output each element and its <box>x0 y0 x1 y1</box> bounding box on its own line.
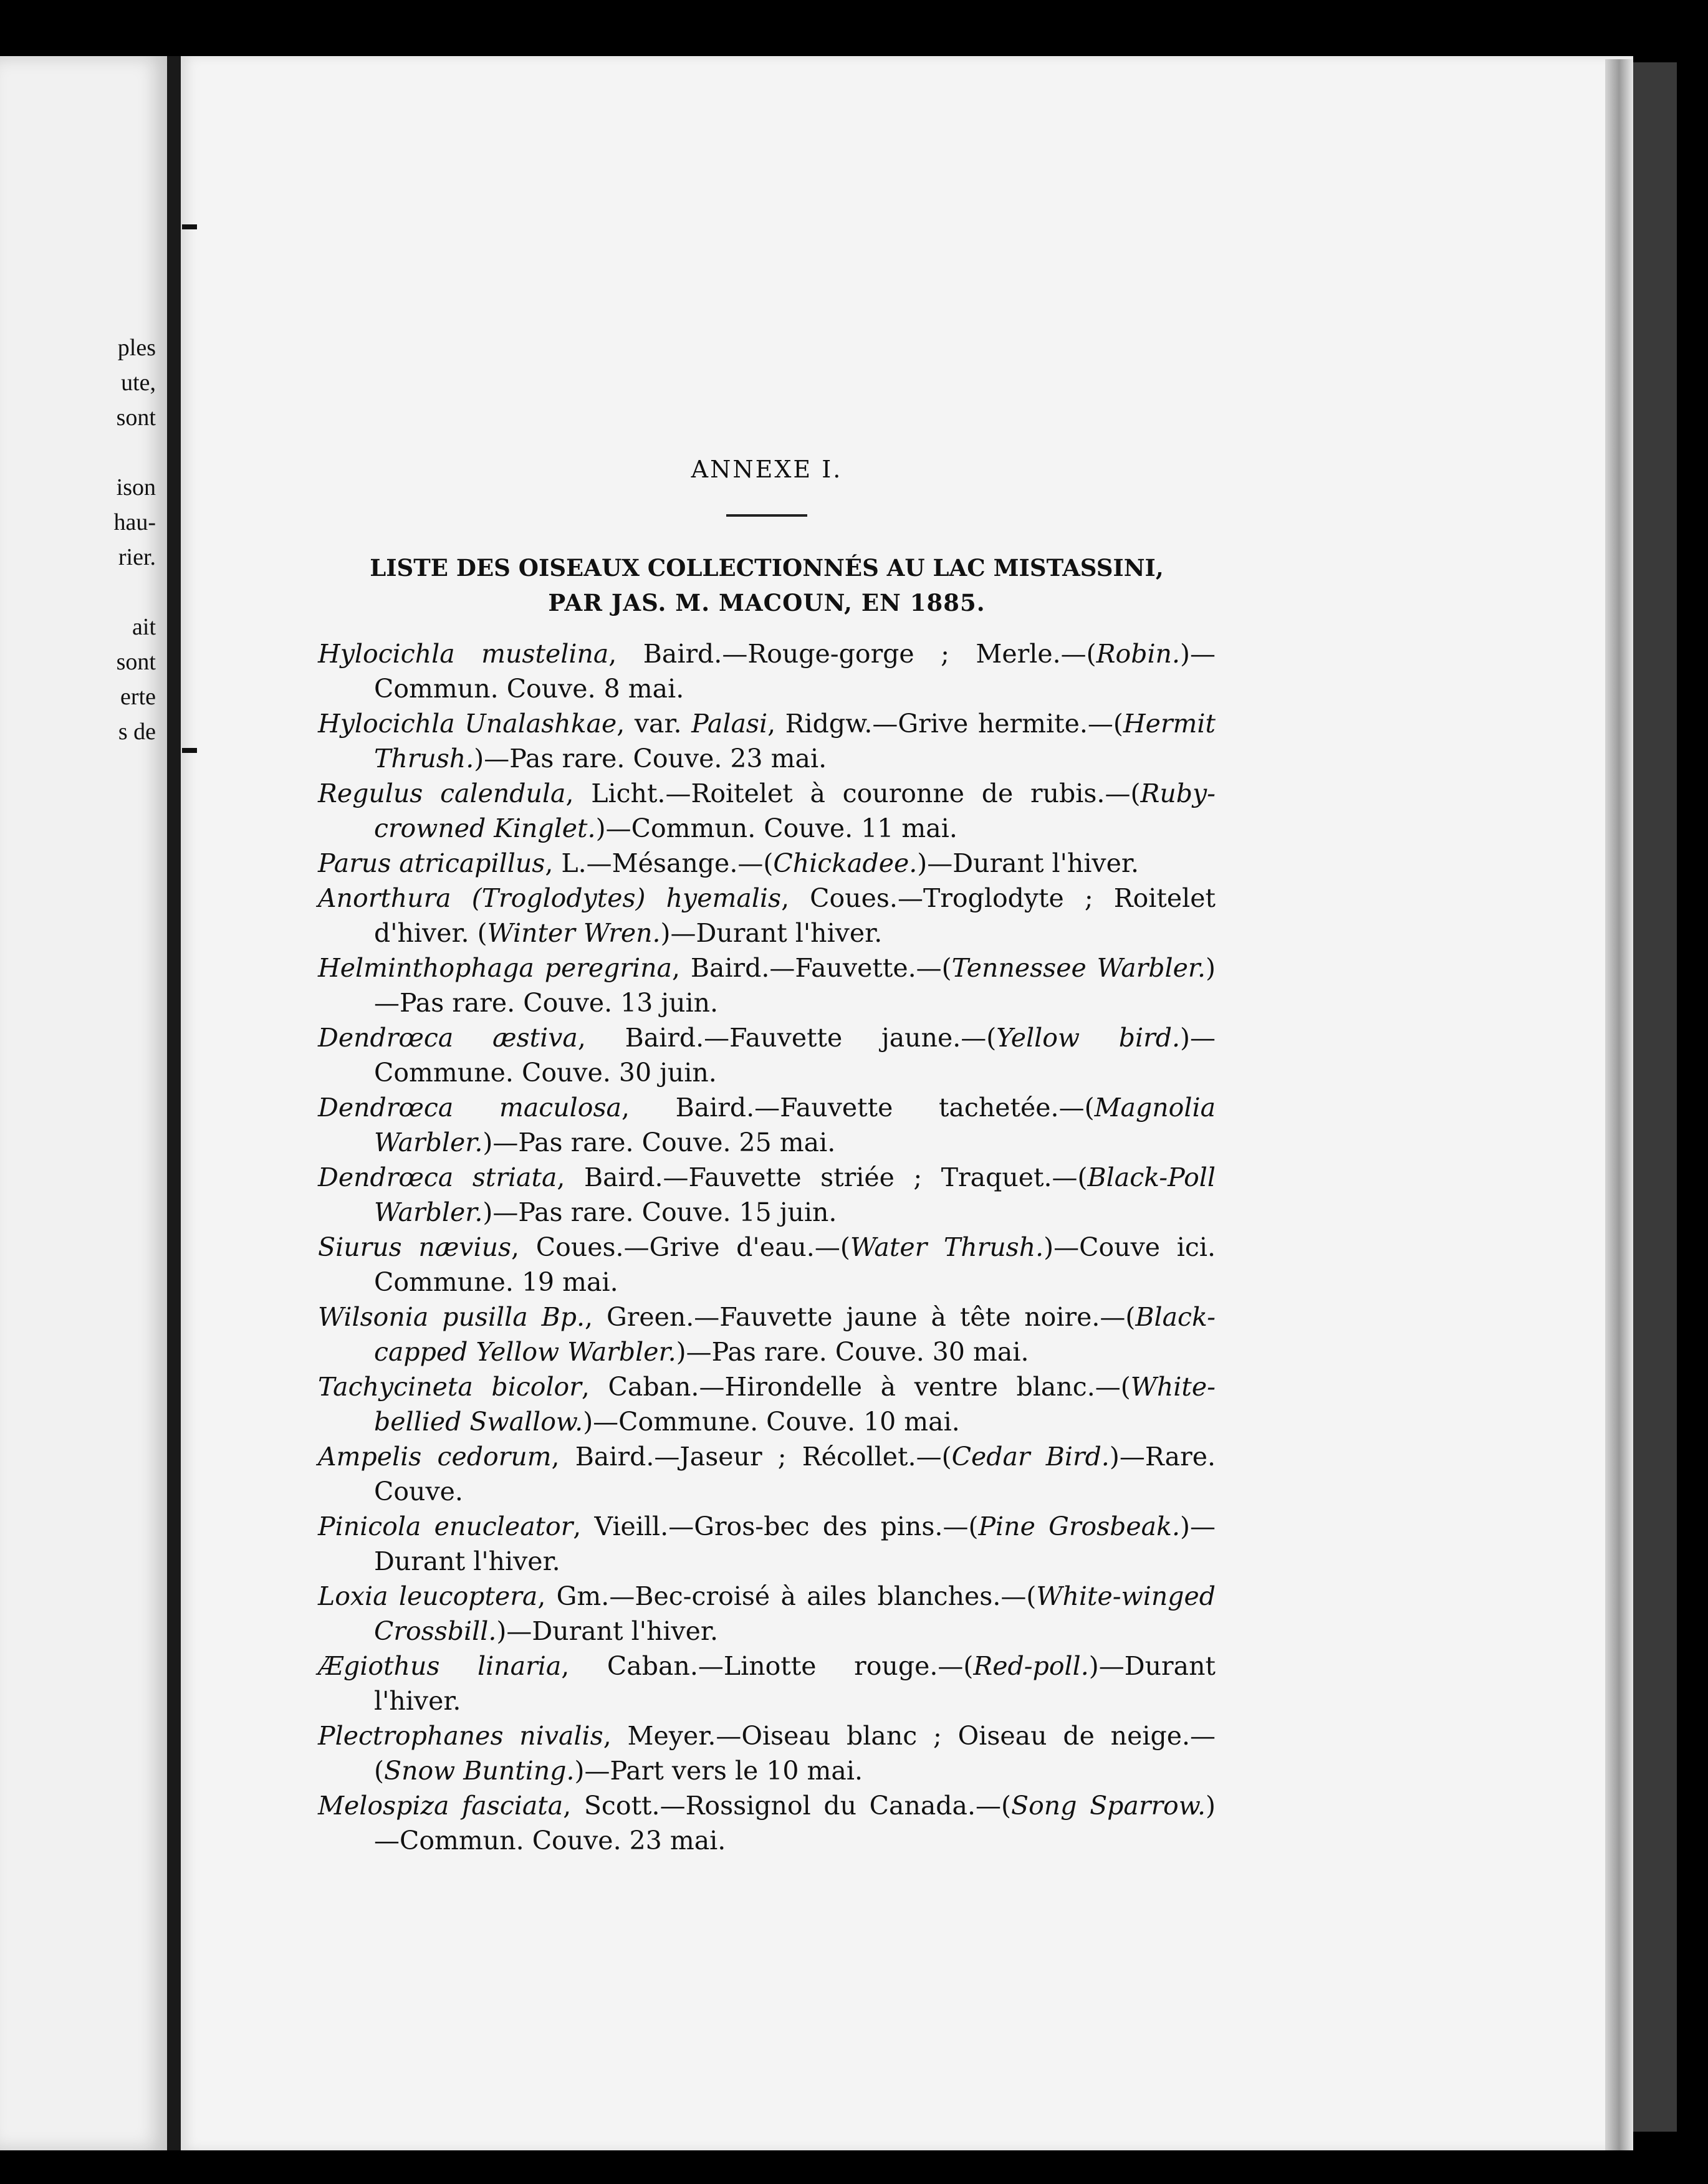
left-page <box>0 56 167 2150</box>
title-rule <box>726 514 807 517</box>
status-notes: )—Pas rare. Couve. 23 mai. <box>474 744 827 774</box>
list-title-line-1: LISTE DES OISEAUX COLLECTIONNÉS AU LAC MISTASSINI, <box>370 554 1164 582</box>
bird-entry <box>318 1649 1216 1718</box>
authority-and-french-name: , Baird.—Fauvette.—( <box>671 953 952 983</box>
annex-content <box>318 452 1216 1858</box>
status-notes: )—Durant l'hiver. <box>374 1511 1216 1576</box>
english-name: Red-poll. <box>973 1651 1089 1681</box>
bird-entry <box>318 881 1216 951</box>
english-name: Winter Wren. <box>487 918 661 948</box>
bird-entry <box>318 1509 1216 1579</box>
bird-entry <box>318 1090 1216 1160</box>
latin-name: Helminthophaga peregrina <box>318 953 672 983</box>
left-fragment: erte <box>120 684 156 710</box>
page-stack-edge <box>1605 59 1633 2150</box>
status-notes: )—Commune. Couve. 10 mai. <box>583 1407 960 1437</box>
english-name: Snow Bunting. <box>384 1756 575 1786</box>
bird-entry <box>318 1788 1216 1858</box>
english-name: Cedar Bird. <box>951 1442 1110 1472</box>
left-fragment: sont <box>116 649 156 675</box>
authority-and-french-name: , Gm.—Bec-croisé à ailes blanches.—( <box>537 1581 1037 1611</box>
authority-and-french-name: , Baird.—Fauvette jaune.—( <box>577 1023 997 1053</box>
english-name: Song Sparrow. <box>1011 1791 1206 1821</box>
latin-name: Ampelis cedorum <box>318 1442 552 1472</box>
english-name: Yellow bird. <box>996 1023 1181 1053</box>
latin-name: Wilsonia pusilla Bp. <box>318 1302 585 1332</box>
left-fragment: sont <box>116 405 156 431</box>
latin-name: Regulus calendula <box>318 778 566 808</box>
left-fragment: ute, <box>121 370 156 396</box>
status-notes: )—Commun. Couve. 23 mai. <box>374 1791 1216 1856</box>
bird-entry <box>318 1439 1216 1509</box>
status-notes: )—Commune. Couve. 30 juin. <box>374 1023 1216 1088</box>
left-fragment: ison <box>116 474 156 501</box>
book-cover-edge <box>1633 62 1677 2132</box>
latin-name: Pinicola enucleator <box>318 1511 573 1541</box>
status-notes: )—Durant l'hiver. <box>374 1651 1216 1716</box>
left-fragment: ples <box>117 335 156 361</box>
english-name: Robin. <box>1096 639 1180 669</box>
authority-and-french-name: , Coues.—Troglodyte ; Roitelet d'hiver. ( <box>374 883 1216 948</box>
annex-title: ANNEXE I. <box>691 456 843 483</box>
authority-and-french-name: , Vieill.—Gros-bec des pins.—( <box>573 1511 979 1541</box>
status-notes: )—Pas rare. Couve. 15 juin. <box>482 1197 837 1227</box>
authority-and-french-name: , Coues.—Grive d'eau.—( <box>511 1232 850 1262</box>
bird-entry <box>318 846 1216 881</box>
bird-entry <box>318 706 1216 776</box>
status-notes: )—Pas rare. Couve. 30 mai. <box>676 1337 1029 1367</box>
left-fragment: ait <box>132 614 156 640</box>
left-page-text <box>0 330 167 749</box>
latin-name: Siurus nævius <box>318 1232 512 1262</box>
status-notes: )—Rare. Couve. <box>374 1442 1216 1506</box>
latin-name: Hylocichla Unalashkae <box>318 709 617 739</box>
left-fragment <box>0 435 167 470</box>
status-notes: )—Durant l'hiver. <box>917 848 1139 878</box>
english-name: Chickadee. <box>773 848 918 878</box>
english-name: Magnolia Warbler. <box>374 1093 1216 1157</box>
english-name: Ruby-crowned Kinglet. <box>374 778 1216 843</box>
bird-entry <box>318 1230 1216 1300</box>
latin-name: Hylocichla mustelina <box>318 639 609 669</box>
authority-and-french-name: , Baird.—Rouge-gorge ; Merle.—( <box>608 639 1096 669</box>
authority-and-french-name: , Licht.—Roitelet à couronne de rubis.—( <box>565 778 1141 808</box>
latin-name: Dendrœca æstiva <box>318 1023 578 1053</box>
bird-entry <box>318 1020 1216 1090</box>
bird-entry <box>318 1160 1216 1230</box>
bird-entry <box>318 636 1216 706</box>
bird-list <box>318 636 1216 1858</box>
english-name: Hermit Thrush. <box>374 709 1216 774</box>
binding-mark <box>182 224 197 229</box>
left-fragment <box>0 575 167 610</box>
english-name: White-winged Crossbill. <box>374 1581 1216 1646</box>
status-notes: )—Commun. Couve. 11 mai. <box>595 813 957 843</box>
bird-entry <box>318 1718 1216 1788</box>
english-name: Water Thrush. <box>850 1232 1044 1262</box>
status-notes: )—Part vers le 10 mai. <box>574 1756 863 1786</box>
binding-mark <box>182 748 197 753</box>
authority-and-french-name: , Caban.—Hirondelle à ventre blanc.—( <box>581 1372 1131 1402</box>
variety-name: Palasi <box>691 709 768 739</box>
left-fragment: rier. <box>118 544 156 570</box>
latin-name: Loxia leucoptera <box>318 1581 538 1611</box>
latin-name: Plectrophanes nivalis <box>318 1721 603 1751</box>
status-notes: )—Couve ici. Commune. 19 mai. <box>374 1232 1216 1297</box>
authority-and-french-name: , Baird.—Fauvette tachetée.—( <box>621 1093 1095 1123</box>
authority-and-french-name: , Ridgw.—Grive hermite.—( <box>767 709 1123 739</box>
status-notes: )—Durant l'hiver. <box>496 1616 719 1646</box>
list-title <box>318 550 1216 620</box>
english-name: Tennessee Warbler. <box>951 953 1206 983</box>
bird-entry <box>318 1300 1216 1369</box>
english-name: White-bellied Swallow. <box>374 1372 1216 1437</box>
status-notes: )—Pas rare. Couve. 13 juin. <box>374 953 1216 1018</box>
left-fragment: s de <box>118 719 156 745</box>
bird-entry <box>318 1579 1216 1649</box>
english-name: Black-capped Yellow Warbler. <box>374 1302 1216 1367</box>
left-fragment: hau- <box>113 509 156 535</box>
authority-and-french-name: , L.—Mésange.—( <box>545 848 774 878</box>
latin-name: Parus atricapillus <box>318 848 545 878</box>
list-title-line-2: PAR JAS. M. MACOUN, EN 1885. <box>548 589 986 616</box>
authority-and-french-name: , Baird.—Fauvette striée ; Traquet.—( <box>557 1162 1088 1192</box>
authority-and-french-name: , Green.—Fauvette jaune à tête noire.—( <box>585 1302 1136 1332</box>
status-notes: )—Commun. Couve. 8 mai. <box>374 639 1216 704</box>
status-notes: )—Durant l'hiver. <box>660 918 883 948</box>
latin-name: Ægiothus linaria <box>318 1651 562 1681</box>
status-notes: )—Pas rare. Couve. 25 mai. <box>482 1128 836 1157</box>
authority-and-french-name: , Scott.—Rossignol du Canada.—( <box>563 1791 1012 1821</box>
english-name: Pine Grosbeak. <box>978 1511 1180 1541</box>
bird-entry <box>318 1369 1216 1439</box>
latin-name: Tachycineta bicolor <box>318 1372 582 1402</box>
latin-name: Anorthura (Troglodytes) hyemalis <box>318 883 782 913</box>
latin-name: Melospiza fasciata <box>318 1791 564 1821</box>
english-name: Black-Poll Warbler. <box>374 1162 1216 1227</box>
bird-entry <box>318 776 1216 846</box>
authority-and-french-name: , var. <box>617 709 692 739</box>
authority-and-french-name: , Meyer.—Oiseau blanc ; Oiseau de neige.—( <box>374 1721 1216 1786</box>
book-gutter <box>167 56 181 2150</box>
bird-entry <box>318 951 1216 1020</box>
latin-name: Dendrœca maculosa <box>318 1093 621 1123</box>
latin-name: Dendrœca striata <box>318 1162 557 1192</box>
authority-and-french-name: , Caban.—Linotte rouge.—( <box>561 1651 974 1681</box>
authority-and-french-name: , Baird.—Jaseur ; Récollet.—( <box>551 1442 952 1472</box>
